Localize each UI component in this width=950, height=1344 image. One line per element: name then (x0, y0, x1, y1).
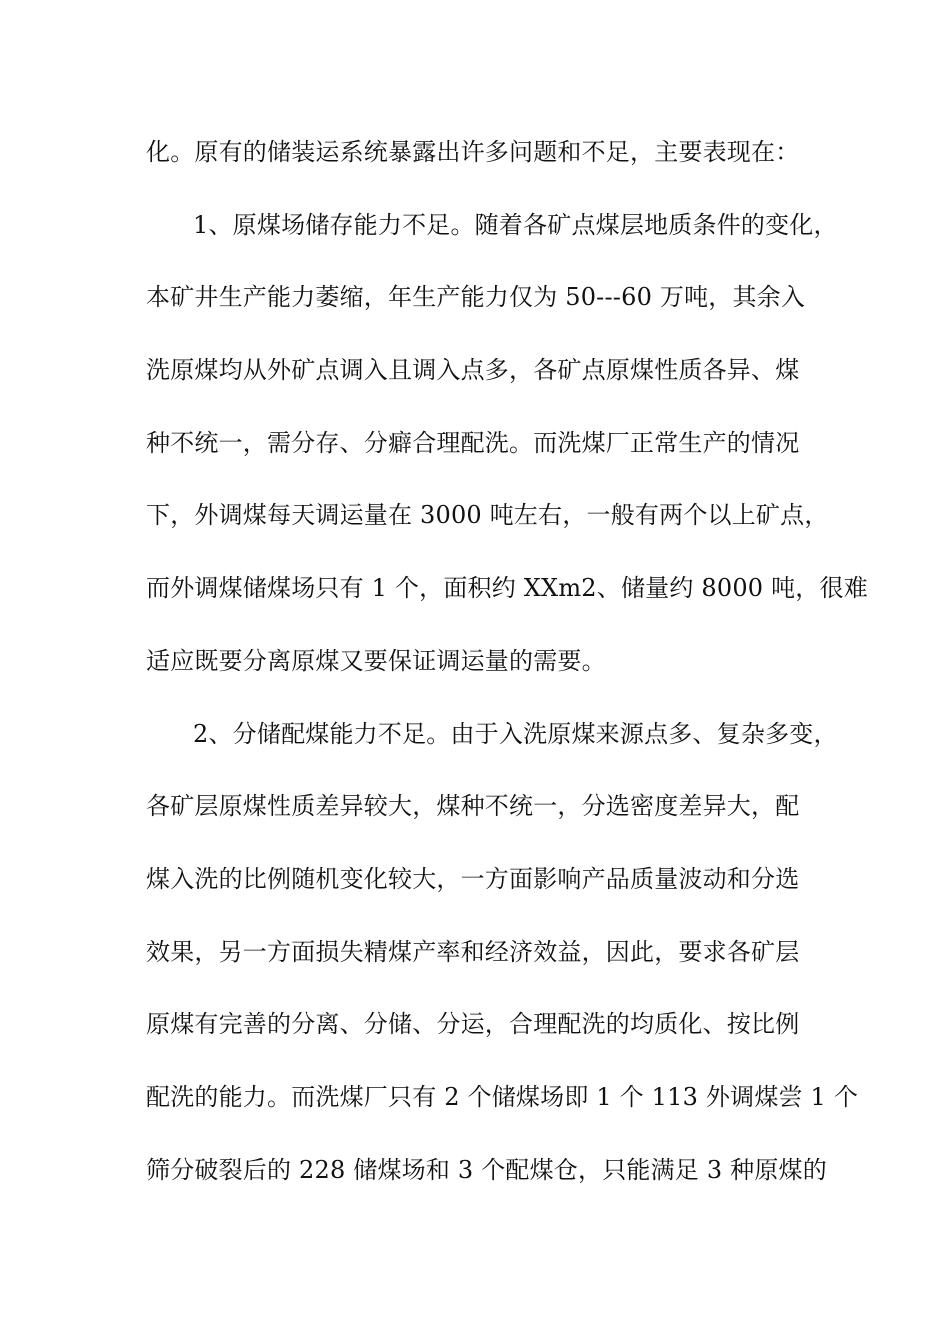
text-line: 适应既要分离原煤又要保证调运量的需要。 (146, 646, 606, 675)
paragraph-start-line: 2、分储配煤能力不足。由于入洗原煤来源点多、复杂多变， (193, 719, 838, 748)
text-line: 各矿层原煤性质差异较大，煤种不统一，分选密度差异大，配 (146, 792, 800, 821)
text-line: 本矿井生产能力萎缩，年生产能力仅为 50---60 万吨，其余入 (146, 283, 806, 312)
text-line: 效果，另一方面损失精煤产率和经济效益，因此，要求各矿层 (146, 937, 800, 966)
text-line: 洗原煤均从外矿点调入且调入点多，各矿点原煤性质各异、煤 (146, 356, 800, 385)
text-line: 筛分破裂后的 228 储煤场和 3 个配煤仓，只能满足 3 种原煤的 (146, 1155, 827, 1184)
text-line: 而外调煤储煤场只有 1 个，面积约 XXm2、储量约 8000 吨，很难 (146, 574, 868, 603)
text-line: 配洗的能力。而洗煤厂只有 2 个储煤场即 1 个 113 外调煤尝 1 个 (146, 1082, 859, 1111)
text-line: 下，外调煤每天调运量在 3000 吨左右，一般有两个以上矿点， (146, 501, 829, 530)
paragraph-start-line: 1、原煤场储存能力不足。随着各矿点煤层地质条件的变化， (193, 210, 838, 239)
text-line: 煤入洗的比例随机变化较大，一方面影响产品质量波动和分选 (146, 864, 800, 893)
body-text (146, 128, 868, 1218)
text-line: 化。原有的储装运系统暴露出许多问题和不足，主要表现在： (146, 138, 800, 166)
text-line: 原煤有完善的分离、分储、分运，合理配洗的均质化、按比例 (146, 1010, 800, 1039)
text-line: 种不统一，需分存、分癖合理配洗。而洗煤厂正常生产的情况 (146, 428, 800, 457)
